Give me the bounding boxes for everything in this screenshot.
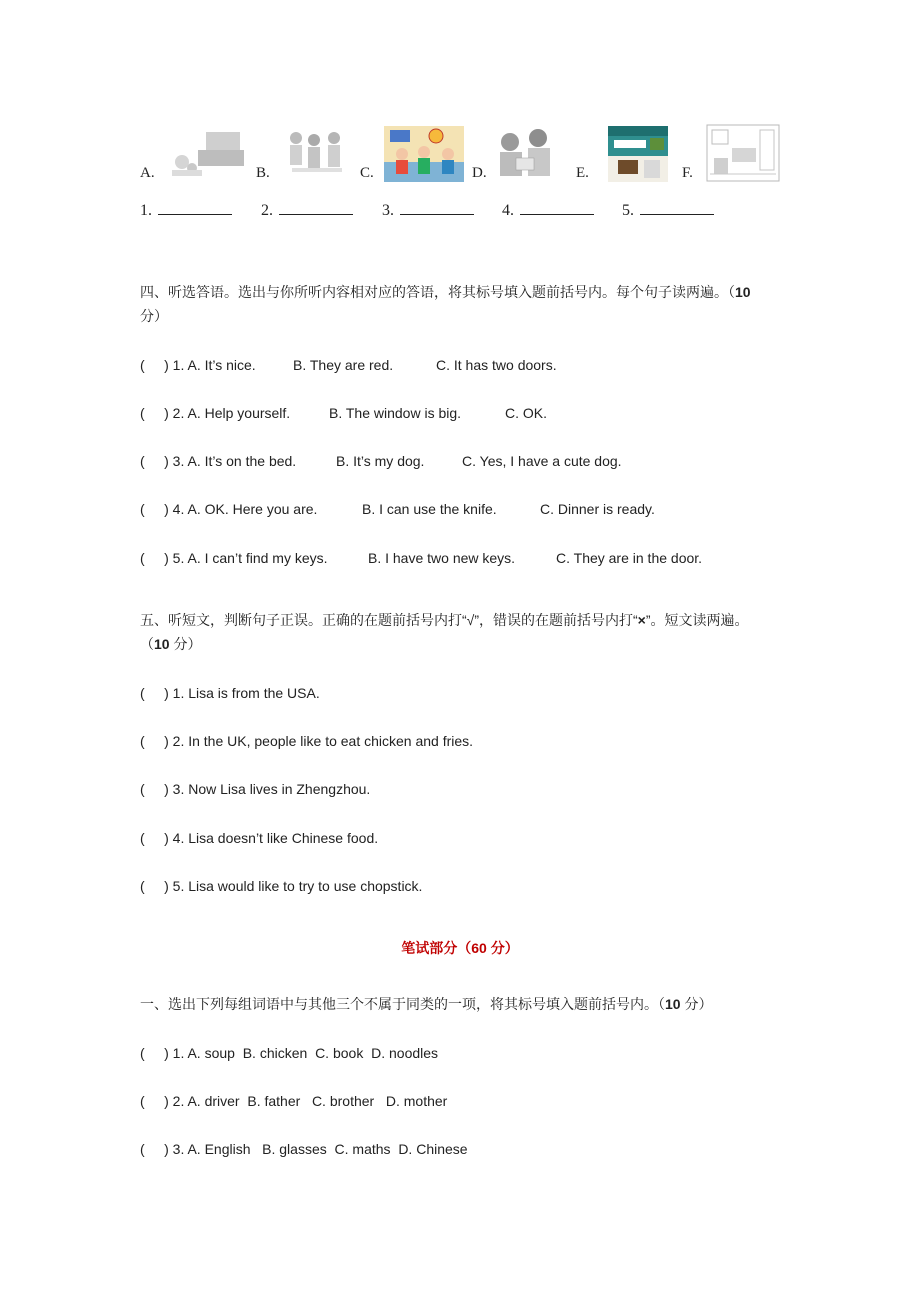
option-b: B. It’s my dog. — [336, 453, 425, 469]
question-item[interactable]: ( ) 2. In the UK, people like to eat chicken and fries. — [140, 733, 474, 749]
question-item[interactable]: ( ) 3. A. English B. glasses C. maths D. Chinese — [140, 1141, 468, 1157]
written-part-title: 笔试部分（60 分） — [401, 940, 519, 956]
answer-blank[interactable]: 5. — [622, 198, 714, 220]
option-c: C. Yes, I have a cute dog. — [462, 453, 622, 469]
answer-paren[interactable]: ( ) — [140, 550, 169, 566]
option-b: B. I can use the knife. — [362, 501, 497, 517]
answer-blank[interactable]: 2. — [261, 198, 353, 220]
answer-paren[interactable]: ( ) — [140, 453, 169, 469]
picture-option-a — [140, 124, 250, 184]
answer-paren[interactable]: ( ) — [140, 501, 169, 517]
picture-option-d — [472, 124, 582, 184]
option-letter: C. — [360, 165, 374, 181]
picture-option-c — [360, 124, 470, 184]
question-item[interactable]: ( ) 5. Lisa would like to try to use chopstick. — [140, 878, 423, 894]
living-room-picture-icon — [706, 124, 780, 182]
option-b: B. The window is big. — [329, 405, 462, 421]
option-letter: A. — [140, 165, 155, 181]
answer-blank[interactable]: 3. — [382, 198, 474, 220]
section-4-heading: 四、听选答语。选出与你所听内容相对应的答语，将其标号填入题前括号内。每个句子读两遍。（10 分） — [140, 284, 751, 324]
children-picture-icon — [282, 128, 348, 180]
answer-blank[interactable]: 4. — [502, 198, 594, 220]
option-b: B. I have two new keys. — [368, 550, 516, 566]
answer-blank[interactable]: 1. — [140, 198, 232, 220]
option-b: B. They are red. — [293, 357, 394, 373]
answer-paren[interactable]: ( ) — [140, 405, 169, 421]
question-item: ( ) 1. A. It’s nice. — [140, 357, 256, 373]
question-item[interactable]: ( ) 1. Lisa is from the USA. — [140, 685, 320, 701]
question-item[interactable]: ( ) 4. Lisa doesn’t like Chinese food. — [140, 830, 379, 846]
option-c: C. OK. — [505, 405, 548, 421]
question-item[interactable]: ( ) 2. A. driver B. father C. brother D. mother — [140, 1093, 448, 1109]
question-item: ( ) 3. A. It’s on the bed. — [140, 453, 297, 469]
option-c: C. It has two doors. — [436, 357, 557, 373]
picture-option-e — [576, 124, 676, 184]
question-item[interactable]: ( ) 3. Now Lisa lives in Zhengzhou. — [140, 781, 371, 797]
option-letter: B. — [256, 165, 270, 181]
option-letter: D. — [472, 165, 487, 181]
kitchen-family-picture-icon — [384, 126, 464, 182]
option-c: C. They are in the door. — [556, 550, 703, 566]
question-item: ( ) 5. A. I can’t find my keys. — [140, 550, 328, 566]
question-item: ( ) 4. A. OK. Here you are. — [140, 501, 318, 517]
question-item: ( ) 2. A. Help yourself. — [140, 405, 291, 421]
section-5-heading: 五、听短文，判断句子正误。正确的在题前括号内打“√”，错误的在题前括号内打“×”。短文读两遍。 （10 分） — [140, 612, 749, 652]
question-item[interactable]: ( ) 1. A. soup B. chicken C. book D. noodles — [140, 1045, 439, 1061]
picture-option-f — [682, 124, 800, 184]
option-c: C. Dinner is ready. — [540, 501, 655, 517]
option-letter: F. — [682, 165, 693, 181]
kitchen-picture-icon — [608, 126, 668, 182]
picture-options-row — [140, 124, 800, 184]
reading-people-picture-icon — [492, 128, 558, 180]
written-section-1-heading: 一、选出下列每组词语中与其他三个不属于同类的一项，将其标号填入题前括号内。（10 分） — [140, 996, 713, 1012]
answer-paren[interactable]: ( ) — [140, 357, 169, 373]
picture-option-b — [256, 124, 356, 184]
option-letter: E. — [576, 165, 589, 181]
room-scene-picture-icon — [168, 128, 248, 180]
